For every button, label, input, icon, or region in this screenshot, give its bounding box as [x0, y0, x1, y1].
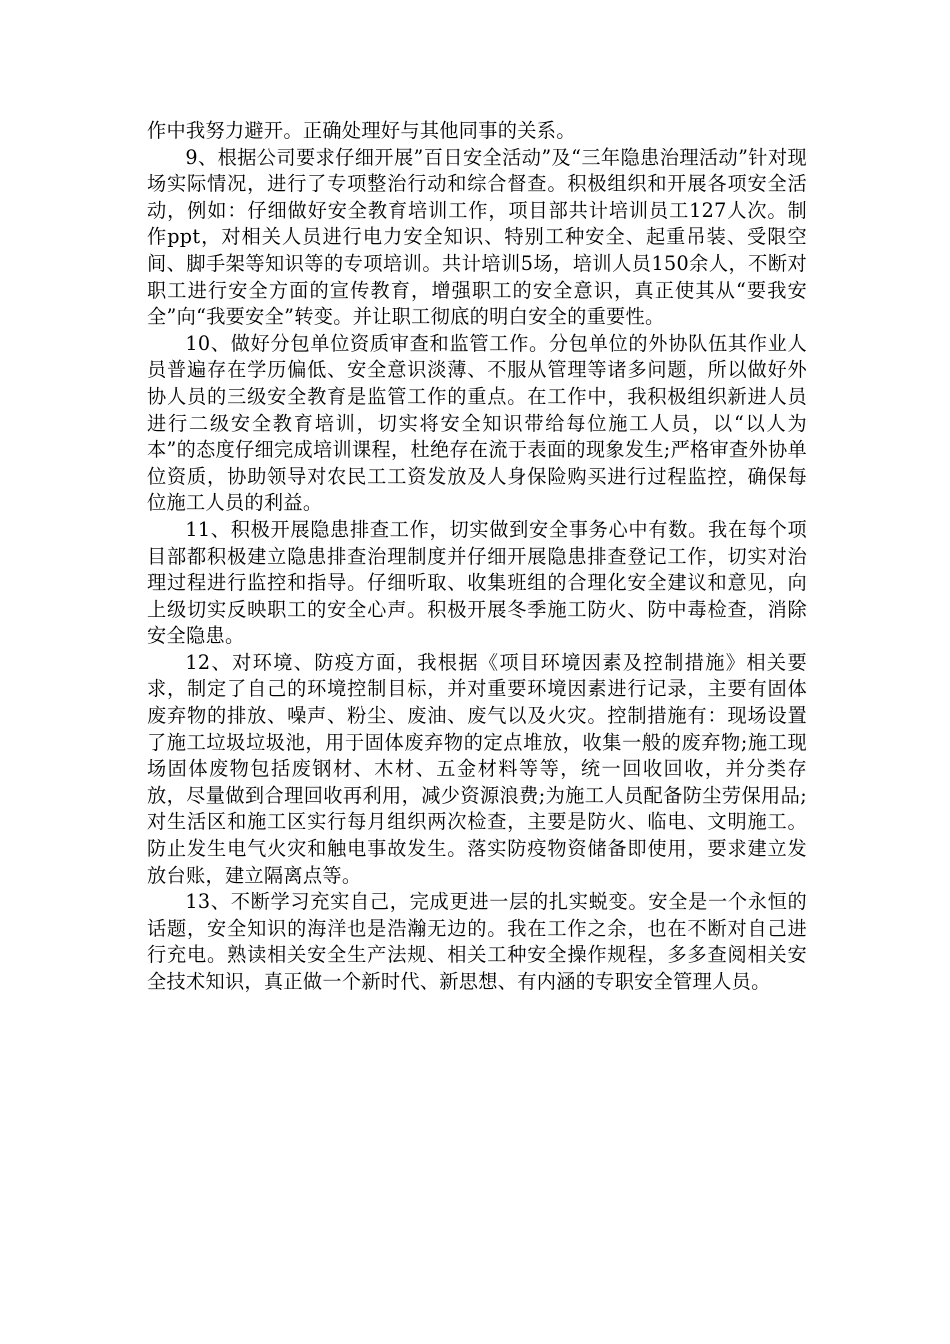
document-body	[147, 118, 807, 996]
paragraph-item-9: 9、根据公司要求仔细开展”百日安全活动”及“三年隐患治理活动”针对现场实际情况，进行了专项整治行动和综合督查。积极组织和开展各项安全活动，例如：仔细做好安全教育培训工作，项目部共计培训员工127人次。制作ppt，对相关人员进行电力安全知识、特别工种安全、起重吊装、受限空间、脚手架等知识等的专项培训。共计培训5场，培训人员150余人，不断对职工进行安全方面的宣传教育，增强职工的安全意识，真正使其从“要我安全”向“我要安全”转变。并让职工彻底的明白安全的重要性。	[147, 145, 807, 329]
paragraph-item-12: 12、对环境、防疫方面，我根据《项目环境因素及控制措施》相关要求，制定了自己的环境控制目标，并对重要环境因素进行记录，主要有固体废弃物的排放、噪声、粉尘、废油、废气以及火灾。控制措施有：现场设置了施工垃圾垃圾池，用于固体废弃物的定点堆放，收集一般的废弃物;施工现场固体废物包括废钢材、木材、五金材料等等，统一回收回收，并分类存放，尽量做到合理回收再利用，减少资源浪费;为施工人员配备防尘劳保用品;对生活区和施工区实行每月组织两次检查，主要是防火、临电、文明施工。防止发生电气火灾和触电事故发生。落实防疫物资储备即使用，要求建立发放台账，建立隔离点等。	[147, 650, 807, 887]
paragraph-item-11: 11、积极开展隐患排查工作，切实做到安全事务心中有数。我在每个项目部都积极建立隐患排查治理制度并仔细开展隐患排查登记工作，切实对治理过程进行监控和指导。仔细听取、收集班组的合理化安全建议和意见，向上级切实反映职工的安全心声。积极开展冬季施工防火、防中毒检查，消除安全隐患。	[147, 517, 807, 648]
paragraph-item-13: 13、不断学习充实自己，完成更进一层的扎实蜕变。安全是一个永恒的话题，安全知识的海洋也是浩瀚无边的。我在工作之余，也在不断对自己进行充电。熟读相关安全生产法规、相关工种安全操作规程，多多查阅相关安全技术知识，真正做一个新时代、新思想、有内涵的专职安全管理人员。	[147, 890, 807, 993]
paragraph-item-10: 10、做好分包单位资质审查和监管工作。分包单位的外协队伍其作业人员普遍存在学历偏低、安全意识淡薄、不服从管理等诸多问题，所以做好外协人员的三级安全教育是监管工作的重点。在工作中，我积极组织新进人员进行二级安全教育培训，切实将安全知识带给每位施工人员，以“以人为本”的态度仔细完成培训课程，杜绝存在流于表面的现象发生;严格审查外协单位资质，协助领导对农民工工资发放及人身保险购买进行过程监控，确保每位施工人员的利益。	[147, 331, 807, 515]
paragraph-continuation: 作中我努力避开。正确处理好与其他同事的关系。	[147, 119, 576, 142]
